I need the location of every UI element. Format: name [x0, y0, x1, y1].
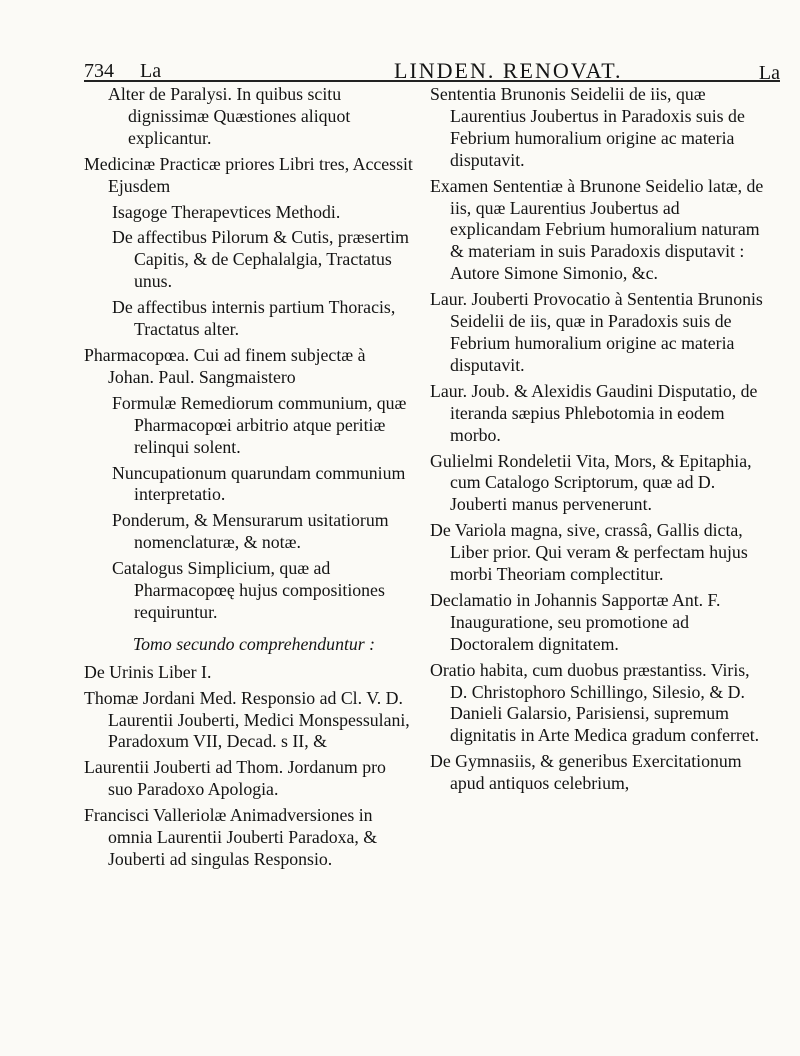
catalog-entry: Catalogus Simplicium, quæ ad Pharmacopœę hujus compositiones requiruntur. — [112, 558, 385, 622]
catalog-entry: Isagoge Therapevtices Methodi. — [112, 201, 341, 222]
page-number: 734 — [84, 60, 114, 82]
right-column — [430, 84, 770, 799]
catalog-entry: De Gymnasiis, & generibus Exercitationum apud antiquos celebrium, — [430, 751, 742, 794]
catalog-entry: Laur. Jouberti Provocatio à Sententia Brunonis Seidelii de iis, quæ in Paradoxis suis de Febrium humoralium origine ac materia disputavit. — [430, 289, 763, 375]
running-header — [84, 50, 780, 84]
section-heading: Tomo secundo comprehenduntur : — [132, 633, 376, 654]
catalog-entry: De affectibus internis partium Thoracis, Tractatus alter. — [112, 297, 396, 340]
catalog-entry: Laur. Joub. & Alexidis Gaudini Disputatio, de iteranda sæpius Phlebotomia in eodem morbo. — [430, 380, 758, 445]
catalog-entry: Nuncupationum quarundam communium interpretatio. — [112, 462, 406, 505]
catalog-entry: Ponderum, & Mensurarum usitatiorum nomenclaturæ, & notæ. — [112, 510, 389, 553]
catalog-entry: De Urinis Liber I. — [84, 661, 212, 682]
catalog-entry: Gulielmi Rondeletii Vita, Mors, & Epitaphia, cum Catalogo Scriptorum, quæ ad D. Jouberti manus pervenerunt. — [430, 450, 752, 515]
catalog-entry: De affectibus Pilorum & Cutis, præsertim Capitis, & de Cephalalgia, Tractatus unus. — [112, 227, 409, 292]
catalog-entry: Thomæ Jordani Med. Responsio ad Cl. V. D. Laurentii Jouberti, Medici Monspessulani, Paradoxum VII, Decad. s II, & — [84, 687, 410, 752]
catalog-entry: Pharmacopœa. Cui ad finem subjectæ à Johan. Paul. Sangmaistero — [84, 344, 366, 387]
catalog-entry: Declamatio in Johannis Sapportæ Ant. F. Inauguratione, seu promotione ad Doctoralem dignitatem. — [430, 589, 721, 654]
running-title: LINDEN. RENOVAT. — [394, 58, 623, 83]
catalog-entry: Examen Sententiæ à Brunone Seidelio latæ, de iis, quæ Laurentius Joubertus ad explicandam Febrium humoralium naturam & materiam in suis Paradoxis disputavit : Autore Simone Simonio, &c. — [430, 175, 764, 284]
catalog-entry: De Variola magna, sive, crassâ, Gallis dicta, Liber prior. Qui veram & perfectam hujus morbi Theoriam complectitur. — [430, 520, 748, 585]
catalog-entry: Laurentii Jouberti ad Thom. Jordanum pro suo Paradoxo Apologia. — [84, 757, 386, 800]
left-column — [84, 84, 414, 875]
header-left-word: La — [140, 60, 162, 82]
catalog-entry: Sententia Brunonis Seidelii de iis, quæ Laurentius Joubertus in Paradoxis suis de Febrium humoralium origine ac materia disputavit. — [430, 84, 745, 170]
catalog-entry: Oratio habita, cum duobus præstantiss. Viris, D. Christophoro Schillingo, Silesio, & D. Danieli Galarsio, Parisiensi, supremum dignitatis in Arte Medica gradum conferret. — [430, 659, 760, 746]
catalog-entry: Alter de Paralysi. In quibus scitu dignissimæ Quæstiones aliquot explicantur. — [108, 84, 351, 148]
catalog-entry: Medicinæ Practicæ priores Libri tres, Accessit Ejusdem — [84, 153, 413, 196]
header-rule — [84, 80, 780, 82]
header-right-word: La — [758, 62, 780, 84]
catalog-entry: Formulæ Remediorum communium, quæ Pharmacopœi arbitrio atque peritiæ relinqui solent. — [112, 392, 407, 457]
catalog-entry: Francisci Valleriolæ Animadversiones in omnia Laurentii Jouberti Paradoxa, & Jouberti ad singulas Responsio. — [84, 805, 378, 869]
